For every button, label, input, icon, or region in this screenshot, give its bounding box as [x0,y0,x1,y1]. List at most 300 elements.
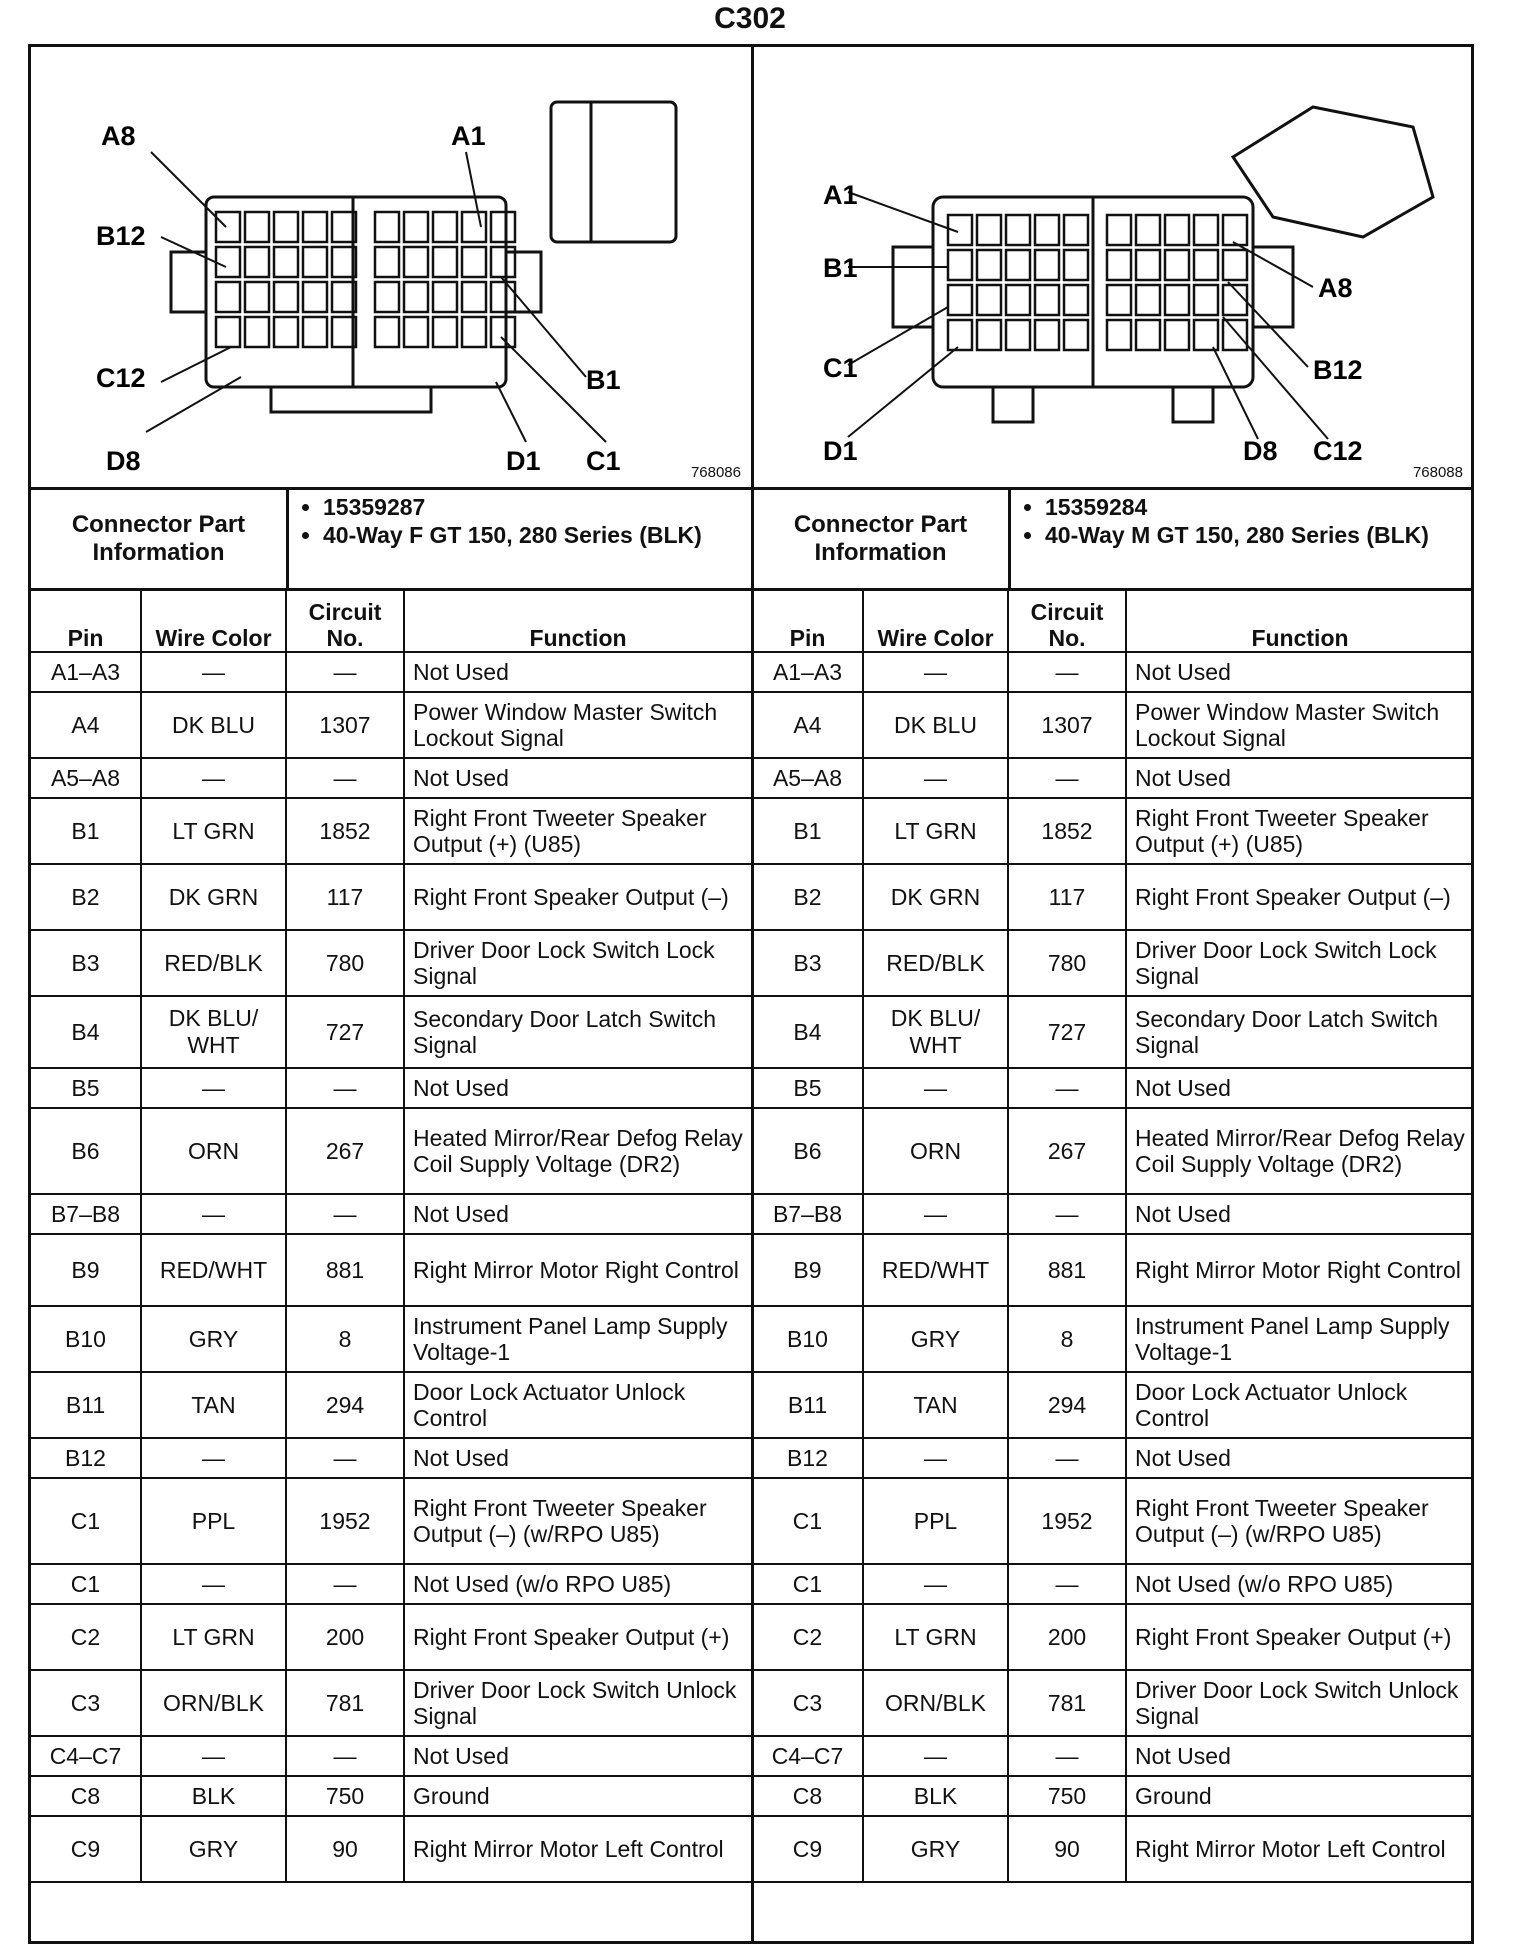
table-row [31,692,751,758]
pin-cell: C1 [31,1564,141,1604]
connector-cavity [1223,320,1247,350]
pin-cell: B6 [753,1108,863,1194]
circuit-number-cell: 881 [1008,1234,1126,1306]
table-row [753,1108,1473,1194]
function-cell: Not Used [1126,1194,1473,1234]
pin-cell: B11 [31,1372,141,1438]
circuit-number-cell: 1852 [286,798,404,864]
table-row [753,1372,1473,1438]
circuit-number-cell: 294 [1008,1372,1126,1438]
circuit-number-cell: 200 [1008,1604,1126,1670]
connector-cavity [1006,320,1030,350]
left-connector-section [31,47,754,1941]
circuit-number-cell: — [286,1438,404,1478]
table-row [753,1194,1473,1234]
circuit-number-cell: 1952 [286,1478,404,1564]
pin-cell: B12 [31,1438,141,1478]
pin-cell: B6 [31,1108,141,1194]
pin-cell: B10 [31,1306,141,1372]
wire-color-cell: DK BLU/ WHT [863,996,1008,1068]
connector-cavity [433,212,457,242]
left-label-d1: D1 [506,446,541,476]
left-label-c12: C12 [96,363,146,393]
right-figure-number: 768088 [1412,464,1463,481]
circuit-number-cell: 780 [286,930,404,996]
circuit-number-cell: — [286,1736,404,1776]
function-cell: Right Front Speaker Output (+) [404,1604,751,1670]
table-row [753,1670,1473,1736]
wire-color-cell: — [141,758,286,798]
pin-cell: B5 [753,1068,863,1108]
wire-color-cell: — [863,1068,1008,1108]
connector-cavity [1064,285,1088,315]
pin-cell: B3 [753,930,863,996]
left-connector-part-info [31,490,751,591]
pin-cell: C4–C7 [753,1736,863,1776]
function-cell: Right Mirror Motor Left Control [404,1816,751,1882]
connector-cavity [375,212,399,242]
wire-color-cell: TAN [141,1372,286,1438]
circuit-number-cell: 8 [286,1306,404,1372]
function-cell: Secondary Door Latch Switch Signal [404,996,751,1068]
wire-color-cell: DK BLU/ WHT [141,996,286,1068]
wire-color-cell: RED/BLK [863,930,1008,996]
wire-color-cell: DK BLU [141,692,286,758]
function-cell: Instrument Panel Lamp Supply Voltage-1 [404,1306,751,1372]
right-label-a1: A1 [823,180,858,210]
circuit-number-cell: 294 [286,1372,404,1438]
table-row [31,1478,751,1564]
connector-cavity [977,285,1001,315]
connector-cavity [404,212,428,242]
wire-color-cell: BLK [141,1776,286,1816]
column-header-wire-color: Wire Color [863,591,1008,652]
table-row [31,1108,751,1194]
table-row [31,1604,751,1670]
wire-color-cell: PPL [863,1478,1008,1564]
function-cell: Driver Door Lock Switch Unlock Signal [1126,1670,1473,1736]
connector-cavity [274,282,298,312]
column-header-circuit-no: Circuit No. [286,591,404,652]
function-cell: Door Lock Actuator Unlock Control [404,1372,751,1438]
connector-cavity [245,212,269,242]
connector-cavity [1006,285,1030,315]
connector-cavity [1223,250,1247,280]
wire-color-cell: — [141,1736,286,1776]
right-label-d8: D8 [1243,436,1278,466]
circuit-number-cell: 90 [286,1816,404,1882]
pin-cell: B7–B8 [753,1194,863,1234]
connector-cavity [1006,250,1030,280]
right-label-a8: A8 [1318,273,1353,303]
column-header-pin: Pin [31,591,141,652]
pin-cell: C3 [31,1670,141,1736]
pin-cell: C8 [31,1776,141,1816]
circuit-number-cell: — [1008,1438,1126,1478]
connector-cavity [1064,320,1088,350]
connector-cavity [1006,215,1030,245]
table-row [753,1478,1473,1564]
pin-cell: C9 [753,1816,863,1882]
circuit-number-cell: — [1008,1194,1126,1234]
page-title: C302 [714,2,786,35]
connector-cavity [491,317,515,347]
table-row [753,930,1473,996]
connector-cavity [245,247,269,277]
table-row [753,1776,1473,1816]
wire-color-cell: DK GRN [141,864,286,930]
function-cell: Not Used [404,652,751,692]
connector-cavity [216,317,240,347]
wire-color-cell: — [863,652,1008,692]
table-row [31,758,751,798]
pin-cell: C8 [753,1776,863,1816]
column-header-pin: Pin [753,591,863,652]
wire-color-cell: — [141,1564,286,1604]
pin-cell: B1 [31,798,141,864]
function-cell: Right Front Speaker Output (+) [1126,1604,1473,1670]
table-row [753,1604,1473,1670]
circuit-number-cell: 1307 [286,692,404,758]
connector-cavity [1064,250,1088,280]
connector-cavity [1165,285,1189,315]
function-cell: Not Used [404,1438,751,1478]
table-row [31,1736,751,1776]
wire-color-cell: — [863,1564,1008,1604]
function-cell: Not Used [404,1194,751,1234]
connector-cavity [375,247,399,277]
pin-cell: A1–A3 [753,652,863,692]
table-row [31,1194,751,1234]
table-row [31,1068,751,1108]
circuit-number-cell: — [1008,652,1126,692]
circuit-number-cell: 117 [1008,864,1126,930]
connector-cavity [462,317,486,347]
function-cell: Heated Mirror/Rear Defog Relay Coil Supply Voltage (DR2) [404,1108,751,1194]
function-cell: Right Front Tweeter Speaker Output (+) (U85) [1126,798,1473,864]
connector-cavity [977,215,1001,245]
circuit-number-cell: 267 [1008,1108,1126,1194]
function-cell: Secondary Door Latch Switch Signal [1126,996,1473,1068]
left-connector-diagram [31,47,751,490]
table-row [753,1234,1473,1306]
female-connector-drawing [31,47,751,487]
connector-cavity [1165,250,1189,280]
circuit-number-cell: — [1008,1564,1126,1604]
function-cell: Not Used (w/o RPO U85) [404,1564,751,1604]
function-cell: Door Lock Actuator Unlock Control [1126,1372,1473,1438]
wire-color-cell: — [141,1068,286,1108]
connector-cavity [245,282,269,312]
pin-cell: A5–A8 [753,758,863,798]
pin-cell: C2 [31,1604,141,1670]
function-cell: Driver Door Lock Switch Lock Signal [1126,930,1473,996]
pin-cell: C1 [31,1478,141,1564]
wire-color-cell: ORN [141,1108,286,1194]
connector-cavity [462,282,486,312]
right-part-number: • 15359284 [1045,494,1459,522]
right-label-b1: B1 [823,253,858,283]
connector-cavity [948,285,972,315]
connector-cavity [303,282,327,312]
wire-color-cell: — [863,1194,1008,1234]
connector-cavity [1194,215,1218,245]
table-row [753,798,1473,864]
function-cell: Power Window Master Switch Lockout Signal [1126,692,1473,758]
pin-cell: A4 [753,692,863,758]
function-cell: Driver Door Lock Switch Lock Signal [404,930,751,996]
connector-cavity [404,247,428,277]
pin-cell: C1 [753,1564,863,1604]
function-cell: Right Front Speaker Output (–) [1126,864,1473,930]
function-cell: Right Front Tweeter Speaker Output (–) (w/RPO U85) [1126,1478,1473,1564]
right-label-b12: B12 [1313,355,1363,385]
circuit-number-cell: 727 [286,996,404,1068]
pin-cell: B4 [31,996,141,1068]
function-cell: Heated Mirror/Rear Defog Relay Coil Supply Voltage (DR2) [1126,1108,1473,1194]
wire-color-cell: LT GRN [863,1604,1008,1670]
table-row [31,652,751,692]
circuit-number-cell: — [1008,1068,1126,1108]
table-row [753,1438,1473,1478]
table-row [31,1438,751,1478]
connector-cavity [977,250,1001,280]
table-row [753,864,1473,930]
pin-cell: B9 [753,1234,863,1306]
connector-cavity [1194,320,1218,350]
connector-cavity [433,317,457,347]
circuit-number-cell: — [1008,758,1126,798]
connector-cavity [1107,250,1131,280]
left-label-b1: B1 [586,365,621,395]
column-header-wire-color: Wire Color [141,591,286,652]
circuit-number-cell: 750 [286,1776,404,1816]
table-row [753,692,1473,758]
connector-cavity [433,247,457,277]
connector-cavity [303,317,327,347]
pin-cell: B4 [753,996,863,1068]
pin-cell: B3 [31,930,141,996]
function-cell: Not Used [404,1068,751,1108]
connector-cavity [1165,320,1189,350]
function-cell: Right Front Tweeter Speaker Output (–) (w/RPO U85) [404,1478,751,1564]
wire-color-cell: LT GRN [141,798,286,864]
connector-cavity [216,212,240,242]
circuit-number-cell: 781 [1008,1670,1126,1736]
circuit-number-cell: 727 [1008,996,1126,1068]
connector-cavity [274,212,298,242]
pin-cell: C3 [753,1670,863,1736]
wire-color-cell: LT GRN [863,798,1008,864]
table-row [753,652,1473,692]
connector-cavity [1064,215,1088,245]
circuit-number-cell: — [286,1564,404,1604]
right-connector-diagram [753,47,1473,490]
pin-cell: C2 [753,1604,863,1670]
right-pinout-table [753,591,1473,1883]
circuit-number-cell: 1952 [1008,1478,1126,1564]
function-cell: Right Front Speaker Output (–) [404,864,751,930]
circuit-number-cell: 267 [286,1108,404,1194]
connector-cavity [216,247,240,277]
function-cell: Power Window Master Switch Lockout Signal [404,692,751,758]
connector-cavity [274,317,298,347]
connector-cavity [303,247,327,277]
right-label-d1: D1 [823,436,858,466]
right-label-c12: C12 [1313,436,1363,466]
wire-color-cell: RED/WHT [863,1234,1008,1306]
pin-cell: A5–A8 [31,758,141,798]
connector-cavity [1035,320,1059,350]
connector-cavity [1136,285,1160,315]
connector-cavity [491,212,515,242]
table-row [31,1564,751,1604]
table-row [753,1068,1473,1108]
pin-cell: A1–A3 [31,652,141,692]
connector-cavity [1035,285,1059,315]
function-cell: Not Used [1126,1068,1473,1108]
connector-cavity [1035,250,1059,280]
left-label-d8: D8 [106,446,141,476]
circuit-number-cell: 1307 [1008,692,1126,758]
pin-cell: B9 [31,1234,141,1306]
connector-cavity [303,212,327,242]
pin-cell: B10 [753,1306,863,1372]
connector-cavity [375,317,399,347]
connector-cavity [216,282,240,312]
table-row [31,1816,751,1882]
table-row [753,1816,1473,1882]
left-connector-description: • 40-Way F GT 150, 280 Series (BLK) [323,522,737,550]
connector-cavity [433,282,457,312]
wire-color-cell: — [141,1438,286,1478]
left-figure-number: 768086 [690,464,741,481]
wire-color-cell: RED/BLK [141,930,286,996]
table-row [753,1564,1473,1604]
wire-color-cell: — [863,1736,1008,1776]
left-part-number: • 15359287 [323,494,737,522]
left-label-a1: A1 [451,121,486,151]
connector-cavity [1136,215,1160,245]
wire-color-cell: DK GRN [863,864,1008,930]
circuit-number-cell: 881 [286,1234,404,1306]
wire-color-cell: RED/WHT [141,1234,286,1306]
connector-cavity [1035,215,1059,245]
function-cell: Instrument Panel Lamp Supply Voltage-1 [1126,1306,1473,1372]
wire-color-cell: — [863,758,1008,798]
connector-cavity [1136,320,1160,350]
circuit-number-cell: 750 [1008,1776,1126,1816]
circuit-number-cell: — [286,652,404,692]
column-header-circuit-no: Circuit No. [1008,591,1126,652]
function-cell: Not Used [1126,652,1473,692]
left-label-a8: A8 [101,121,136,151]
function-cell: Not Used [1126,758,1473,798]
wire-color-cell: GRY [141,1306,286,1372]
function-cell: Not Used [1126,1438,1473,1478]
circuit-number-cell: 8 [1008,1306,1126,1372]
wire-color-cell: — [141,652,286,692]
function-cell: Not Used [404,758,751,798]
wire-color-cell: ORN/BLK [141,1670,286,1736]
column-header-function: Function [1126,591,1473,652]
wire-color-cell: ORN/BLK [863,1670,1008,1736]
circuit-number-cell: 117 [286,864,404,930]
wire-color-cell: ORN [863,1108,1008,1194]
connector-cavity [462,247,486,277]
connector-cavity [1165,215,1189,245]
connector-cavity [1194,285,1218,315]
left-pinout-table [31,591,751,1883]
circuit-number-cell: 780 [1008,930,1126,996]
function-cell: Right Mirror Motor Right Control [404,1234,751,1306]
pin-cell: C1 [753,1478,863,1564]
table-row [31,1670,751,1736]
table-row [31,864,751,930]
function-cell: Not Used [404,1736,751,1776]
function-cell: Not Used [1126,1736,1473,1776]
right-connector-part-info [753,490,1473,591]
function-cell: Ground [404,1776,751,1816]
circuit-number-cell: 1852 [1008,798,1126,864]
connector-cavity [1107,320,1131,350]
wire-color-cell: LT GRN [141,1604,286,1670]
connector-cavity [404,282,428,312]
connector-cavity [1223,215,1247,245]
connector-cavity [375,282,399,312]
pin-cell: A4 [31,692,141,758]
wire-color-cell: DK BLU [863,692,1008,758]
table-row [753,1736,1473,1776]
wire-color-cell: — [863,1438,1008,1478]
function-cell: Right Front Tweeter Speaker Output (+) (U85) [404,798,751,864]
table-row [31,1372,751,1438]
circuit-number-cell: 781 [286,1670,404,1736]
table-row [31,1234,751,1306]
connector-cavity [462,212,486,242]
pin-cell: B5 [31,1068,141,1108]
circuit-number-cell: — [1008,1736,1126,1776]
right-connector-section [753,47,1473,1883]
connector-cavity [1107,285,1131,315]
circuit-number-cell: 200 [286,1604,404,1670]
table-row [31,798,751,864]
pin-cell: B11 [753,1372,863,1438]
connector-cavity [245,317,269,347]
connector-cavity [1107,215,1131,245]
right-connector-description: • 40-Way M GT 150, 280 Series (BLK) [1045,522,1459,550]
function-cell: Right Mirror Motor Left Control [1126,1816,1473,1882]
table-row [753,996,1473,1068]
connector-cavity [977,320,1001,350]
wire-color-cell: GRY [863,1306,1008,1372]
table-row [753,758,1473,798]
circuit-number-cell: — [286,1068,404,1108]
function-cell: Ground [1126,1776,1473,1816]
circuit-number-cell: 90 [1008,1816,1126,1882]
pin-cell: B12 [753,1438,863,1478]
table-row [31,1776,751,1816]
connector-cavity [948,250,972,280]
wire-color-cell: TAN [863,1372,1008,1438]
pin-cell: B7–B8 [31,1194,141,1234]
table-row [31,996,751,1068]
function-cell: Right Mirror Motor Right Control [1126,1234,1473,1306]
right-label-c1: C1 [823,353,858,383]
table-row [31,1306,751,1372]
table-row [31,930,751,996]
connector-cavity [404,317,428,347]
